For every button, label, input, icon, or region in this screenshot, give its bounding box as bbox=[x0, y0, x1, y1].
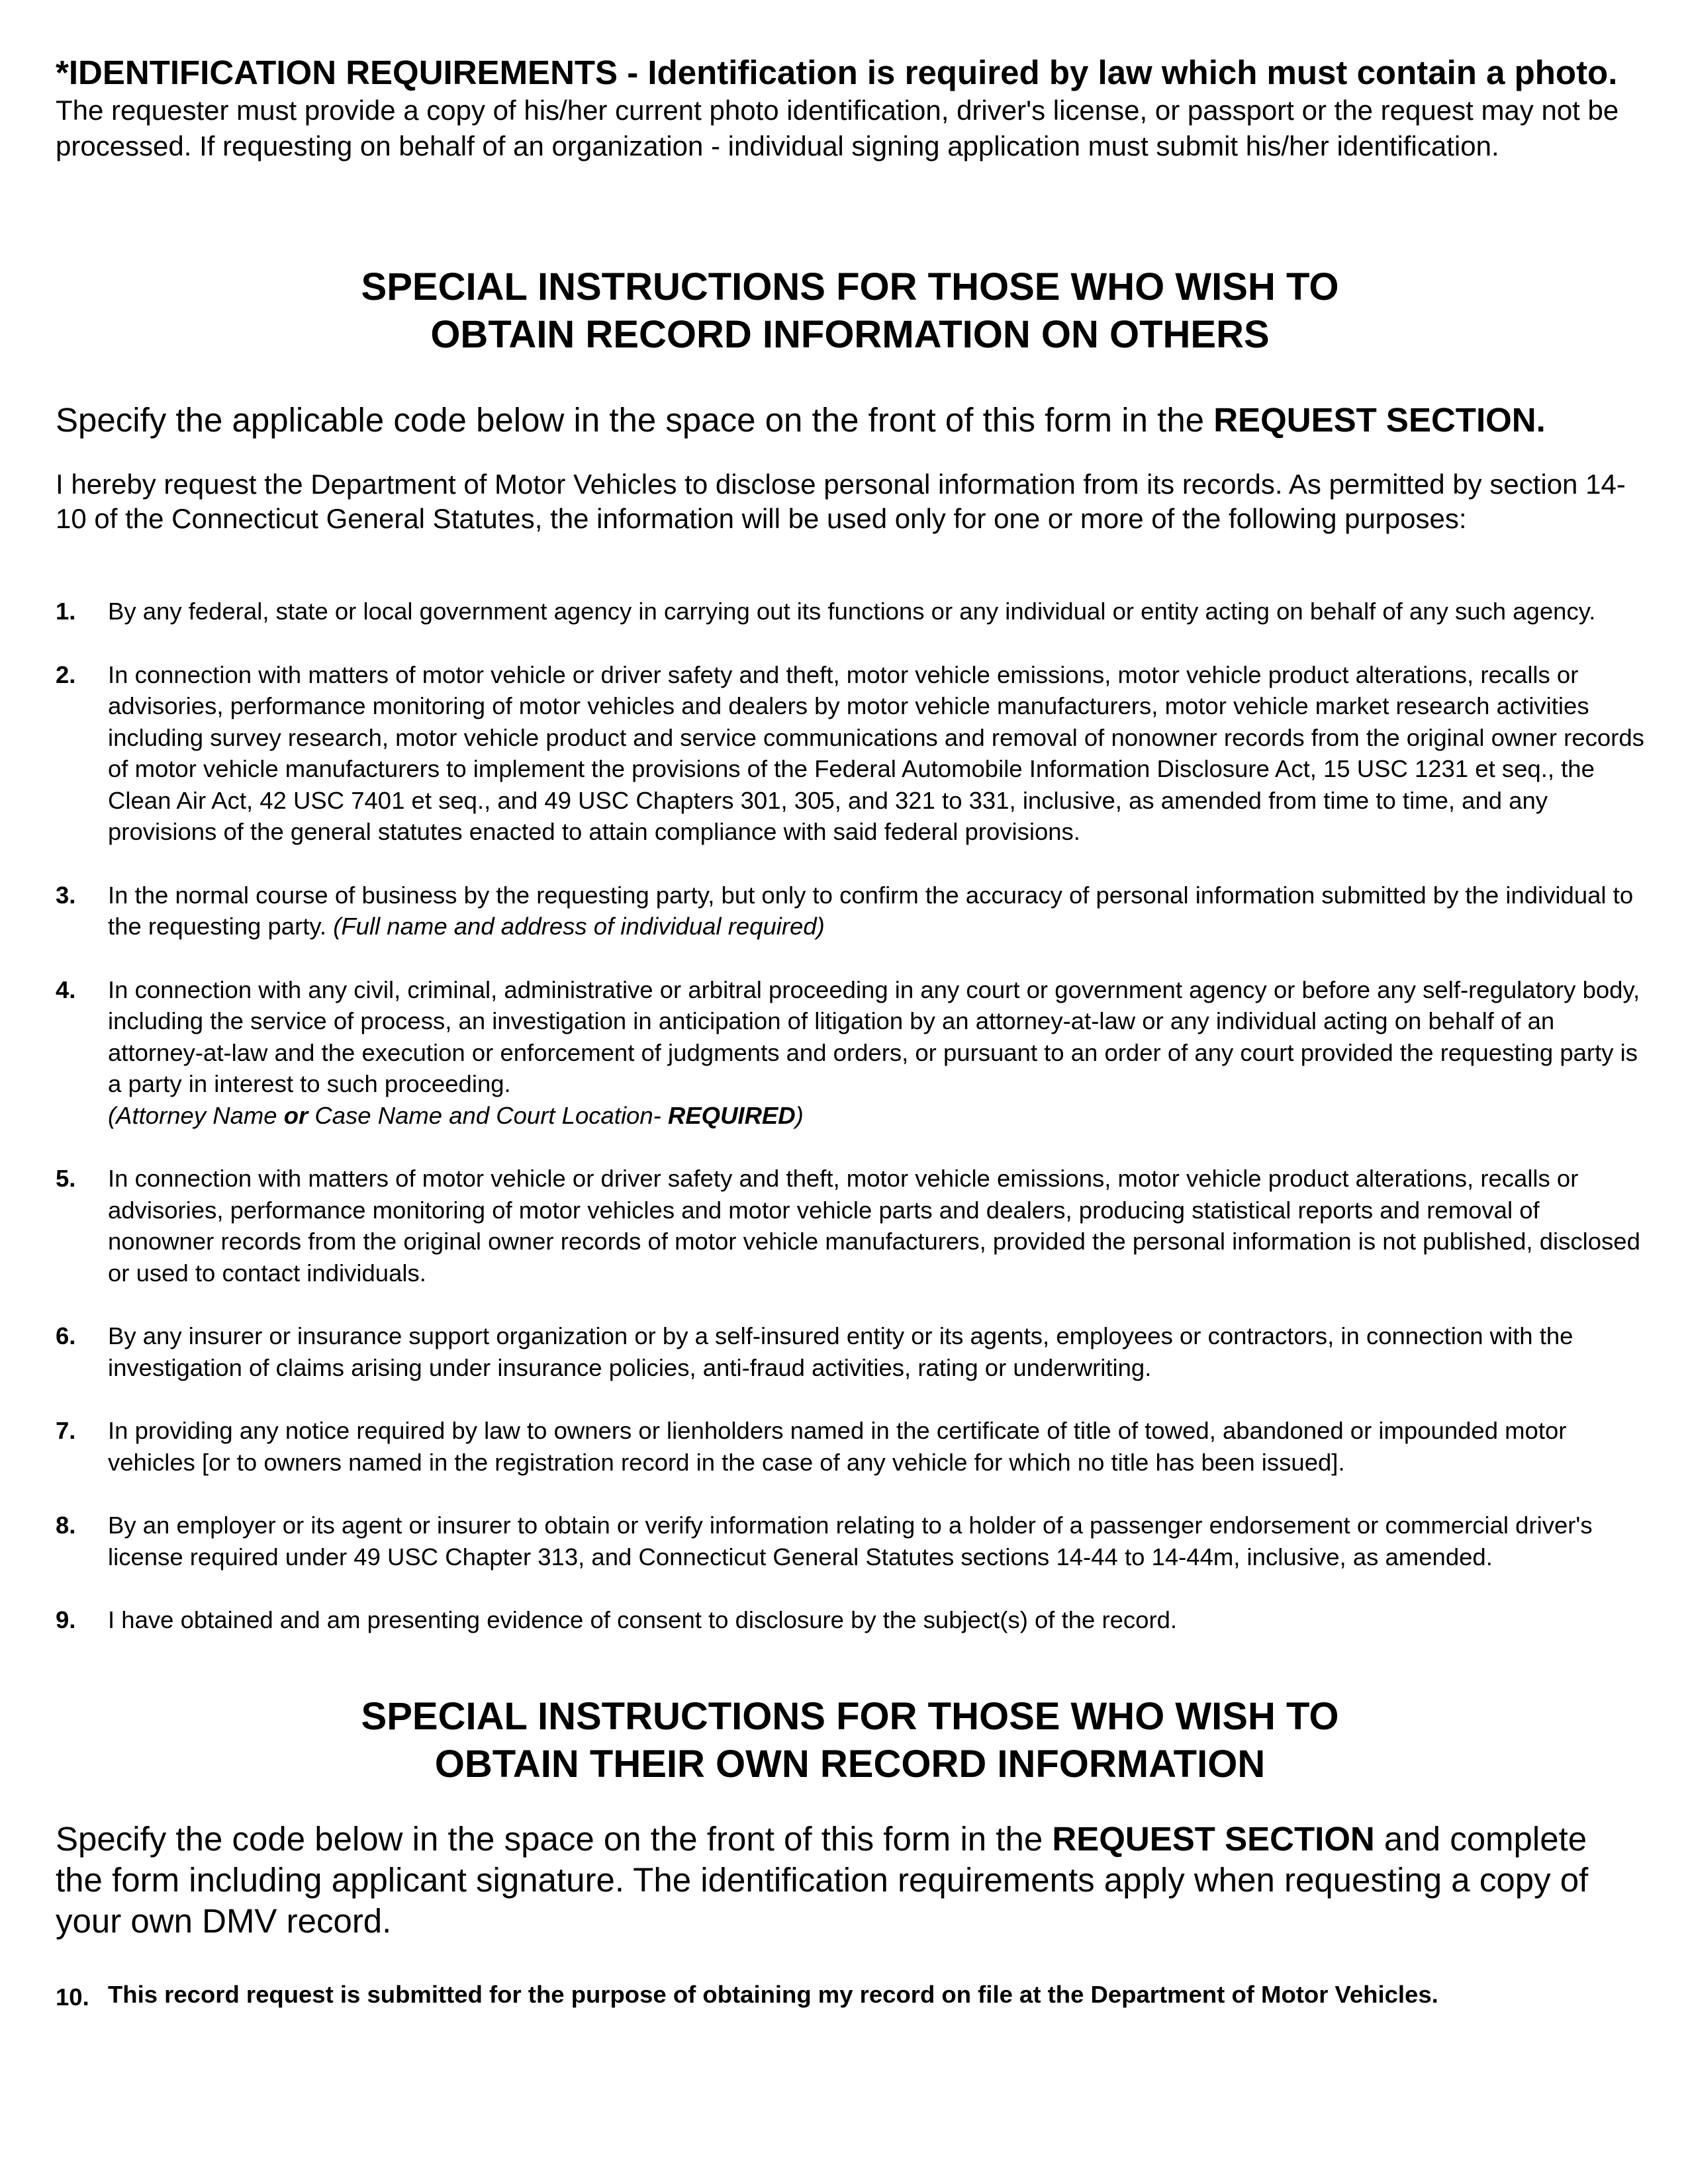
own-instruction-text: Specify the code below in the space on the front of this form in the bbox=[56, 1819, 1053, 1858]
purpose-number: 9. bbox=[56, 1606, 76, 1633]
spacer bbox=[56, 441, 1644, 467]
identification-text: The requester must provide a copy of his/her current photo identification, driver's license, or passport or the request may not be processed. If requesting on behalf of an organization - individual signing application must submit his/her identification. bbox=[56, 95, 1619, 161]
own-instruction-bold: REQUEST SECTION bbox=[1052, 1819, 1375, 1858]
spacer bbox=[56, 1942, 1644, 1979]
own-record-number: 10. bbox=[56, 1983, 89, 2011]
purpose-text: By any federal, state or local government agency in carrying out its functions or any individual or entity acting on behalf of any such agency. bbox=[108, 598, 1596, 625]
own-instruction bbox=[56, 1819, 1631, 1942]
document-page bbox=[56, 53, 1644, 2010]
purpose-text: In connection with matters of motor vehicle or driver safety and theft, motor vehicle emissions, motor vehicle product alterations, recalls or advisories, performance monitoring of motor vehicles and dealers by motor vehicle manufacturers, motor vehicle market research activities including survey research, motor vehicle product and service communications and removal of nonowner records from the original owner records of motor vehicle manufacturers to implement the provisions of the Federal Automobile Information Disclosure Act, 15 USC 1231 et seq., the Clean Air Act, 42 USC 7401 et seq., and 49 USC Chapters 301, 305, and 321 to 331, inclusive, as amended from time to time, and any provisions of the general statutes enacted to attain compliance with said federal provisions. bbox=[108, 660, 1644, 845]
note-end: ) bbox=[795, 1101, 804, 1129]
purpose-note bbox=[108, 1102, 804, 1129]
purpose-number: 7. bbox=[56, 1417, 76, 1444]
own-record-text: This record request is submitted for the purpose of obtaining my record on file at the Department of Motor Vehicles. bbox=[108, 1980, 1438, 2008]
own-section-title-line2: OBTAIN THEIR OWN RECORD INFORMATION bbox=[434, 1742, 1266, 1786]
purpose-number: 3. bbox=[56, 881, 76, 909]
own-record-item bbox=[56, 1979, 1644, 2011]
purpose-text: In connection with any civil, criminal, administrative or arbitral proceeding in any court or government agency or before any self-regulatory body, including the service of process, an investigation in anticipation of litigation by an attorney-at-law or any individual acting on behalf of an attorney-at-law and the execution or enforcement of judgments and orders, or pursuant to an order of any court provided the requesting party is a party in interest to such proceeding. bbox=[108, 976, 1640, 1097]
purpose-number: 1. bbox=[56, 598, 76, 625]
purpose-item-1 bbox=[56, 596, 1644, 627]
purpose-text: In the normal course of business by the requesting party, but only to confirm the accuracy of personal information submitted by the individual to the requesting party. bbox=[108, 881, 1634, 940]
purpose-item-6 bbox=[56, 1320, 1644, 1383]
others-section-title-line2: OBTAIN RECORD INFORMATION ON OTHERS bbox=[430, 313, 1270, 356]
spacer bbox=[56, 359, 1644, 400]
purpose-list bbox=[56, 596, 1644, 1636]
purpose-note: (Full name and address of individual required) bbox=[333, 913, 825, 940]
others-instruction-bold: REQUEST SECTION. bbox=[1213, 401, 1546, 439]
purpose-number: 4. bbox=[56, 976, 76, 1003]
note-required: REQUIRED bbox=[667, 1101, 796, 1129]
note-part: (Attorney Name bbox=[108, 1101, 284, 1129]
spacer bbox=[56, 1668, 1644, 1693]
purpose-item-8 bbox=[56, 1510, 1644, 1572]
purpose-item-7 bbox=[56, 1415, 1644, 1478]
others-intro: I hereby request the Department of Motor Vehicles to disclose personal information from its records. As permitted by section 14-10 of the Connecticut General Statutes, the information will be used only for one or more of the following purposes: bbox=[56, 469, 1626, 534]
others-instruction bbox=[56, 400, 1631, 441]
note-or: or bbox=[283, 1101, 308, 1129]
purpose-item-3 bbox=[56, 880, 1644, 942]
purpose-text: By an employer or its agent or insurer to obtain or verify information relating to a holder of a passenger endorsement or commercial driver's license required under 49 USC Chapter 313, and Connecticut General Statutes sections 14-44 to 14-44m, inclusive, as amended. bbox=[108, 1512, 1593, 1570]
purpose-item-4 bbox=[56, 974, 1644, 1132]
purpose-number: 8. bbox=[56, 1512, 76, 1539]
purpose-text: By any insurer or insurance support organization or by a self-insured entity or its agents, employees or contractors, in connection with the investigation of claims arising under insurance policies, anti-fraud activities, rating or underwriting. bbox=[108, 1322, 1573, 1381]
identification-heading: *IDENTIFICATION REQUIREMENTS - Identification is required by law which must contain a photo. bbox=[56, 54, 1618, 91]
purpose-number: 2. bbox=[56, 660, 76, 688]
purpose-text: In providing any notice required by law to owners or lienholders named in the certificate of title of towed, abandoned or impounded motor vehicles [or to owners named in the registration record in the case of any vehicle for which no title has been issued]. bbox=[108, 1417, 1567, 1476]
purpose-item-2 bbox=[56, 659, 1644, 848]
others-section-title-line1: SPECIAL INSTRUCTIONS FOR THOSE WHO WISH TO bbox=[361, 265, 1339, 308]
purpose-number: 6. bbox=[56, 1322, 76, 1349]
own-instruction-suffix: and complete the form including applicant signature. The identification requirements apply when requesting a copy of your own DMV record. bbox=[56, 1819, 1589, 1940]
purpose-number: 5. bbox=[56, 1165, 76, 1192]
spacer bbox=[56, 1788, 1644, 1819]
others-instruction-text: Specify the applicable code below in the space on the front of this form in the bbox=[56, 401, 1214, 439]
purpose-item-5 bbox=[56, 1163, 1644, 1289]
own-section-title-line1: SPECIAL INSTRUCTIONS FOR THOSE WHO WISH TO bbox=[361, 1694, 1339, 1738]
purpose-text: I have obtained and am presenting evidence of consent to disclosure by the subject(s) of the record. bbox=[108, 1606, 1178, 1633]
purpose-item-9 bbox=[56, 1604, 1644, 1636]
purpose-text: In connection with matters of motor vehicle or driver safety and theft, motor vehicle emissions, motor vehicle product alterations, recalls or advisories, performance monitoring of motor vehicles and motor vehicle parts and dealers, producing statistical reports and removal of nonowner records from the original owner records of motor vehicle manufacturers, provided the personal information is not published, disclosed or used to contact individuals. bbox=[108, 1165, 1640, 1287]
spacer bbox=[56, 164, 1644, 263]
spacer bbox=[56, 536, 1644, 596]
note-part: Case Name and Court Location- bbox=[308, 1101, 668, 1129]
